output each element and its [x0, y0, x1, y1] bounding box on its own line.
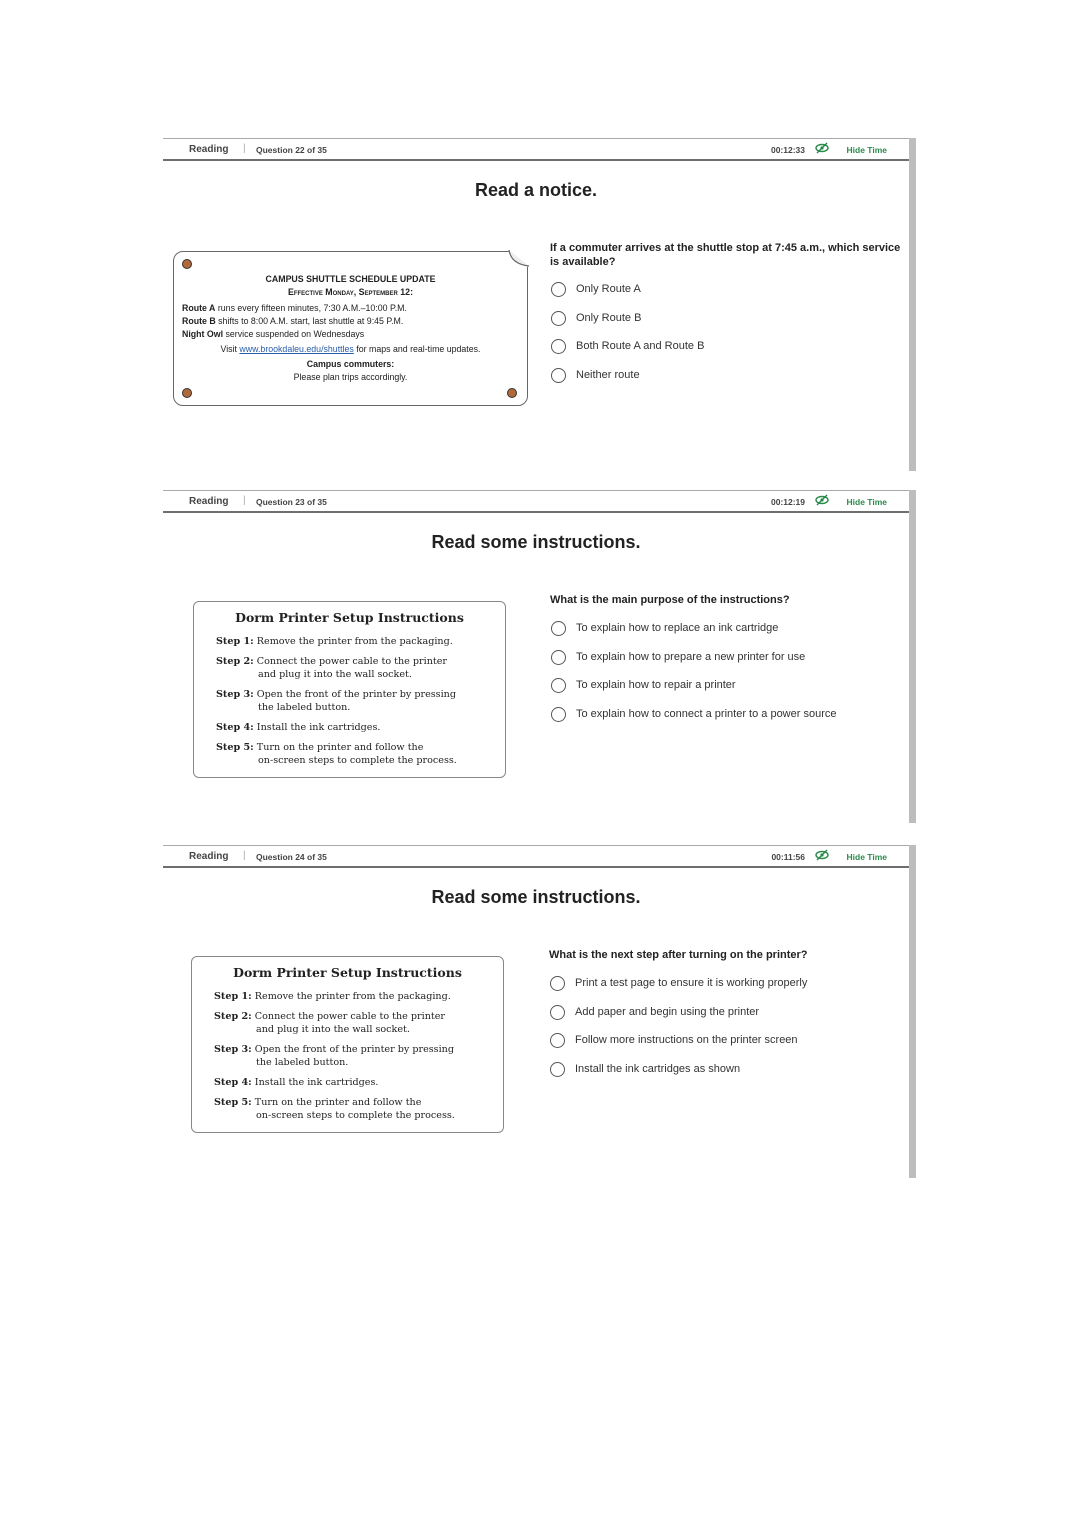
eye-slash-icon[interactable] [815, 494, 829, 506]
eye-slash-icon[interactable] [815, 142, 829, 154]
question-counter: Question 22 of 35 [256, 145, 327, 155]
instruction-step: Step 2: Connect the power cable to the printer and plug it into the wall socket. [214, 1011, 445, 1035]
screw-icon [182, 388, 192, 398]
section-label: Reading [189, 496, 229, 507]
question-header [163, 845, 909, 868]
notice-visit: Visit www.brookdaleu.edu/shuttles for maps and real-time updates. [220, 344, 481, 354]
notice-effective: Effective Monday, September 12: [287, 287, 413, 297]
scrollbar[interactable] [909, 490, 916, 823]
radio-button[interactable] [551, 282, 566, 297]
screw-icon [507, 388, 517, 398]
printer-instructions [193, 601, 506, 778]
radio-button[interactable] [550, 1005, 565, 1020]
scrollbar[interactable] [909, 845, 916, 1178]
notice-heading: CAMPUS SHUTTLE SCHEDULE UPDATE [265, 274, 436, 284]
radio-button[interactable] [550, 1062, 565, 1077]
question-panel-23: Reading | Question 23 of 35 00:12:19 Hide Time Read some instructions. Dorm Printer Setup Instructions Step 1: Remove the printer from the packaging. Step 2: Connect the power cable to the printer and plug it into the wall socket. Step 3: Open the front of the printer by pressing the labeled button. Step 4: Install the ink cartridges. Step 5: Turn on the printer and follow the on-screen steps to complete the process. What is the main purpose of the instructions? To explain how to replace an ink cartridge To explain how to prepare a new printer for use To explain how to repair a printer To explain how to connect a printer to a power source [163, 490, 916, 823]
notice-route-a: Route A runs every fifteen minutes, 7:30 A.M.–10:00 P.M. [182, 303, 407, 313]
hide-time-button[interactable]: Hide Time [846, 497, 887, 507]
notice-route-b: Route B shifts to 8:00 A.M. start, last shuttle at 9:45 P.M. [182, 316, 404, 326]
page-title: Read some instructions. [431, 887, 641, 907]
question-panel-24: Reading | Question 24 of 35 00:11:56 Hide Time Read some instructions. Dorm Printer Setup Instructions Step 1: Remove the printer from the packaging. Step 2: Connect the power cable to the printer and plug it into the wall socket. Step 3: Open the front of the printer by pressing the labeled button. Step 4: Install the ink cartridges. Step 5: Turn on the printer and follow the on-screen steps to complete the process. What is the next step after turning on the printer? Print a test page to ensure it is working properly Add paper and begin using the printer Follow more instructions on the printer screen Install the ink cartridges as shown [163, 845, 916, 1178]
question-text: If a commuter arrives at the shuttle stop at 7:45 a.m., which service is available? [550, 242, 901, 268]
notice-night-owl: Night Owl service suspended on Wednesdays [182, 329, 365, 339]
instruction-step: Step 1: Remove the printer from the packaging. [216, 636, 453, 647]
page-title: Read some instructions. [431, 532, 641, 552]
radio-button[interactable] [551, 339, 566, 354]
radio-button[interactable] [551, 707, 566, 722]
question-text: What is the next step after turning on the printer? [549, 949, 808, 961]
question-header [163, 490, 909, 513]
shuttle-notice [173, 251, 528, 406]
question-counter: Question 23 of 35 [256, 497, 327, 507]
header-divider: | [243, 850, 246, 861]
radio-button[interactable] [551, 621, 566, 636]
hide-time-button[interactable]: Hide Time [846, 145, 887, 155]
instruction-step: Step 4: Install the ink cartridges. [214, 1077, 379, 1088]
radio-button[interactable] [550, 1033, 565, 1048]
question-text: What is the main purpose of the instructions? [550, 594, 790, 606]
radio-button[interactable] [551, 311, 566, 326]
instructions-title: Dorm Printer Setup Instructions [233, 965, 462, 980]
section-label: Reading [189, 144, 229, 155]
scrollbar[interactable] [909, 138, 916, 471]
shuttle-url-link[interactable]: www.brookdaleu.edu/shuttles [239, 344, 354, 354]
question-counter: Question 24 of 35 [256, 852, 327, 862]
question-header [163, 138, 909, 161]
notice-commuters: Campus commuters: [306, 359, 395, 369]
notice-plan: Please plan trips accordingly. [293, 372, 408, 382]
printer-instructions [191, 956, 504, 1133]
question-panel-22: Reading | Question 22 of 35 00:12:33 Hide Time Read a notice. CAMPUS SHUTTLE SCHEDULE UPDATE Effective Monday, September 12: Route A runs every fifteen minutes, 7:30 A.M.–10:00 P.M. Route B shifts to 8:00 A.M. start, last shuttle at 9:45 P.M. Night Owl service suspended on Wednesdays Visit www.brookdaleu.edu/shuttles for maps and real-time updates. Campus commuters: Please plan trips accordingly. If a commuter arrives at the shuttle stop at 7:45 a.m., which service is available? Only Route A Only Route B Both Route A and Route B Neither route [163, 138, 916, 471]
radio-button[interactable] [551, 368, 566, 383]
page-curl-icon [507, 250, 529, 268]
timer: 00:11:56 [771, 852, 805, 862]
radio-button[interactable] [550, 976, 565, 991]
instruction-step: Step 3: Open the front of the printer by pressing the labeled button. [216, 689, 456, 713]
header-divider: | [243, 143, 246, 154]
page-title: Read a notice. [474, 180, 598, 200]
instruction-step: Step 5: Turn on the printer and follow the on-screen steps to complete the process. [214, 1097, 455, 1121]
screw-icon [182, 259, 192, 269]
instruction-step: Step 4: Install the ink cartridges. [216, 722, 381, 733]
instructions-title: Dorm Printer Setup Instructions [235, 610, 464, 625]
timer: 00:12:19 [770, 497, 805, 507]
section-label: Reading [189, 851, 229, 862]
hide-time-button[interactable]: Hide Time [846, 852, 887, 862]
instruction-step: Step 1: Remove the printer from the packaging. [214, 991, 451, 1002]
timer: 00:12:33 [770, 145, 805, 155]
header-divider: | [243, 495, 246, 506]
instruction-step: Step 2: Connect the power cable to the printer and plug it into the wall socket. [216, 656, 447, 680]
radio-button[interactable] [551, 650, 566, 665]
radio-button[interactable] [551, 678, 566, 693]
instruction-step: Step 3: Open the front of the printer by pressing the labeled button. [214, 1044, 454, 1068]
eye-slash-icon[interactable] [815, 849, 829, 861]
instruction-step: Step 5: Turn on the printer and follow the on-screen steps to complete the process. [216, 742, 457, 766]
